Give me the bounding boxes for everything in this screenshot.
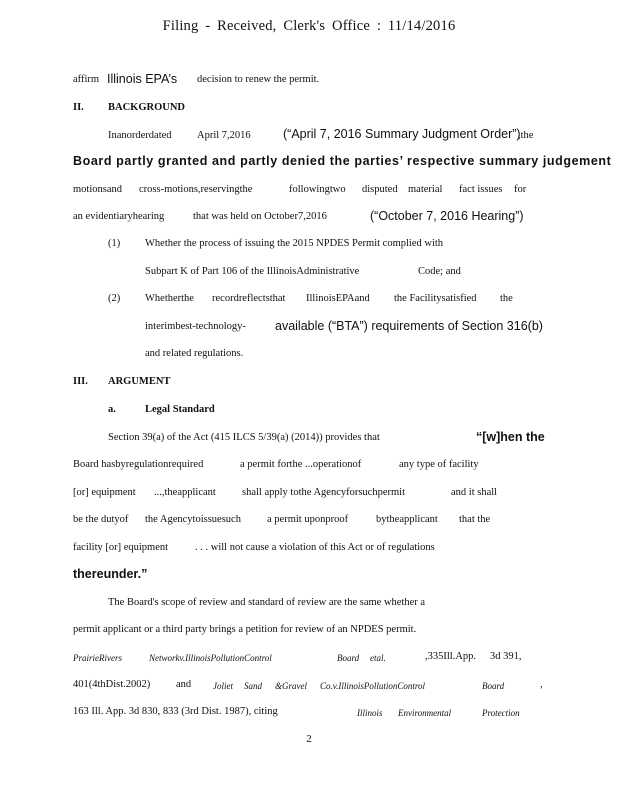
text-fragment: a permit forthe ...operationof xyxy=(240,459,362,470)
text-fragment: material xyxy=(408,184,443,195)
text-fragment: a permit uponproof xyxy=(267,514,349,525)
text-fragment: any type of facility xyxy=(399,459,479,470)
citation-fragment: &Gravel xyxy=(275,681,307,691)
text-fragment: that the xyxy=(459,514,491,525)
citation-fragment: , xyxy=(540,679,543,690)
section-heading: BACKGROUND xyxy=(108,102,186,113)
text-fragment: Subpart K of Part 106 of the IllinoisAdministrative xyxy=(145,266,360,277)
text-fragment: for xyxy=(514,184,527,195)
text-fragment: Section 39(a) of the Act (415 ILCS 5/39(a) (2014)) provides that xyxy=(108,432,380,443)
list-number: (1) xyxy=(108,238,121,249)
citation-fragment: ,335Ill.App. xyxy=(425,651,477,662)
text-fragment: that was held on October7,2016 xyxy=(193,211,327,222)
text-fragment: IllinoisEPAand xyxy=(306,293,370,304)
citation-fragment: Joliet xyxy=(213,681,233,691)
text-fragment: “[w]hen the xyxy=(476,430,545,444)
text-fragment: (“April 7, 2016 Summary Judgment Order”) xyxy=(283,127,521,141)
text-line: The Board's scope of review and standard of review are the same whether a xyxy=(108,597,426,608)
text-fragment: the Agencytoissuesuch xyxy=(145,514,241,525)
text-fragment: available (“BTA”) requirements of Section 316(b) xyxy=(275,319,543,333)
citation-fragment: Protection xyxy=(482,708,520,718)
text-line: thereunder.” xyxy=(73,567,148,581)
text-fragment: cross-motions,reservingthe xyxy=(139,184,253,195)
text-fragment: Inanorderdated xyxy=(108,130,172,141)
filing-header: Filing - Received, Clerk's Office : 11/14/2016 xyxy=(162,18,456,34)
text-fragment: be the dutyof xyxy=(73,514,129,525)
text-fragment: April 7,2016 xyxy=(197,130,251,141)
text-fragment: disputed xyxy=(362,184,398,195)
text-fragment: shall apply tothe Agencyforsuchpermit xyxy=(242,487,406,498)
text-fragment: interimbest-technology- xyxy=(145,321,246,332)
text-fragment: followingtwo xyxy=(289,184,346,195)
text-fragment: the xyxy=(500,293,513,304)
text-fragment: Board hasbyregulationrequired xyxy=(73,459,204,470)
list-number: (2) xyxy=(108,293,121,304)
text-fragment: and related regulations. xyxy=(145,348,244,359)
subsection-number: a. xyxy=(108,404,116,415)
text-fragment: ,the xyxy=(518,130,534,141)
text-fragment: an evidentiaryhearing xyxy=(73,211,165,222)
text-fragment: [or] equipment xyxy=(73,487,136,498)
citation-fragment: Environmental xyxy=(398,708,452,718)
citation-fragment: 163 Ill. App. 3d 830, 833 (3rd Dist. 1987), citing xyxy=(73,706,278,717)
text-fragment: facility [or] equipment xyxy=(73,542,169,553)
text-fragment: (“October 7, 2016 Hearing”) xyxy=(370,209,524,223)
citation-fragment: Board xyxy=(482,681,505,691)
subsection-heading: Legal Standard xyxy=(145,404,215,415)
text-fragment: Whetherthe xyxy=(145,293,194,304)
text-fragment: Illinois EPA’s xyxy=(107,72,178,86)
citation-fragment: Board xyxy=(337,653,360,663)
text-fragment: ...,theapplicant xyxy=(154,487,216,498)
citation-fragment: 3d 391, xyxy=(490,651,522,662)
section-heading: ARGUMENT xyxy=(108,376,171,387)
citation-fragment: etal. xyxy=(370,653,386,663)
citation-fragment: Networkv.IllinoisPollutionControl xyxy=(149,653,272,663)
section-number: II. xyxy=(73,102,84,113)
citation-fragment: 401(4thDist.2002) xyxy=(73,679,151,690)
text-fragment: bytheapplicant xyxy=(376,514,438,525)
page-number: 2 xyxy=(306,733,312,745)
text-fragment: motionsand xyxy=(73,184,122,195)
text-line: permit applicant or a third party brings a petition for review of an NPDES permit. xyxy=(73,624,417,635)
text-line: Board partly granted and partly denied the parties’ respective summary judgement xyxy=(73,154,612,168)
text-fragment: affirm xyxy=(73,74,100,85)
citation-fragment: Co.v.IllinoisPollutionControl xyxy=(320,681,426,691)
text-fragment: and it shall xyxy=(451,487,498,498)
text-fragment: Whether the process of issuing the 2015 NPDES Permit complied with xyxy=(145,238,444,249)
text-fragment: fact issues xyxy=(459,184,503,195)
text-fragment: the Facilitysatisfied xyxy=(394,293,477,304)
text-fragment: decision to renew the permit. xyxy=(197,74,320,85)
text-fragment: Code; and xyxy=(418,266,461,277)
text-fragment: . . . will not cause a violation of this Act or of regulations xyxy=(195,542,435,553)
citation-fragment: Illinois xyxy=(357,708,383,718)
text-fragment: recordreflectsthat xyxy=(212,293,286,304)
section-number: III. xyxy=(73,376,88,387)
citation-fragment: PrairieRivers xyxy=(73,653,122,663)
citation-fragment: and xyxy=(176,679,192,690)
citation-fragment: Sand xyxy=(244,681,262,691)
